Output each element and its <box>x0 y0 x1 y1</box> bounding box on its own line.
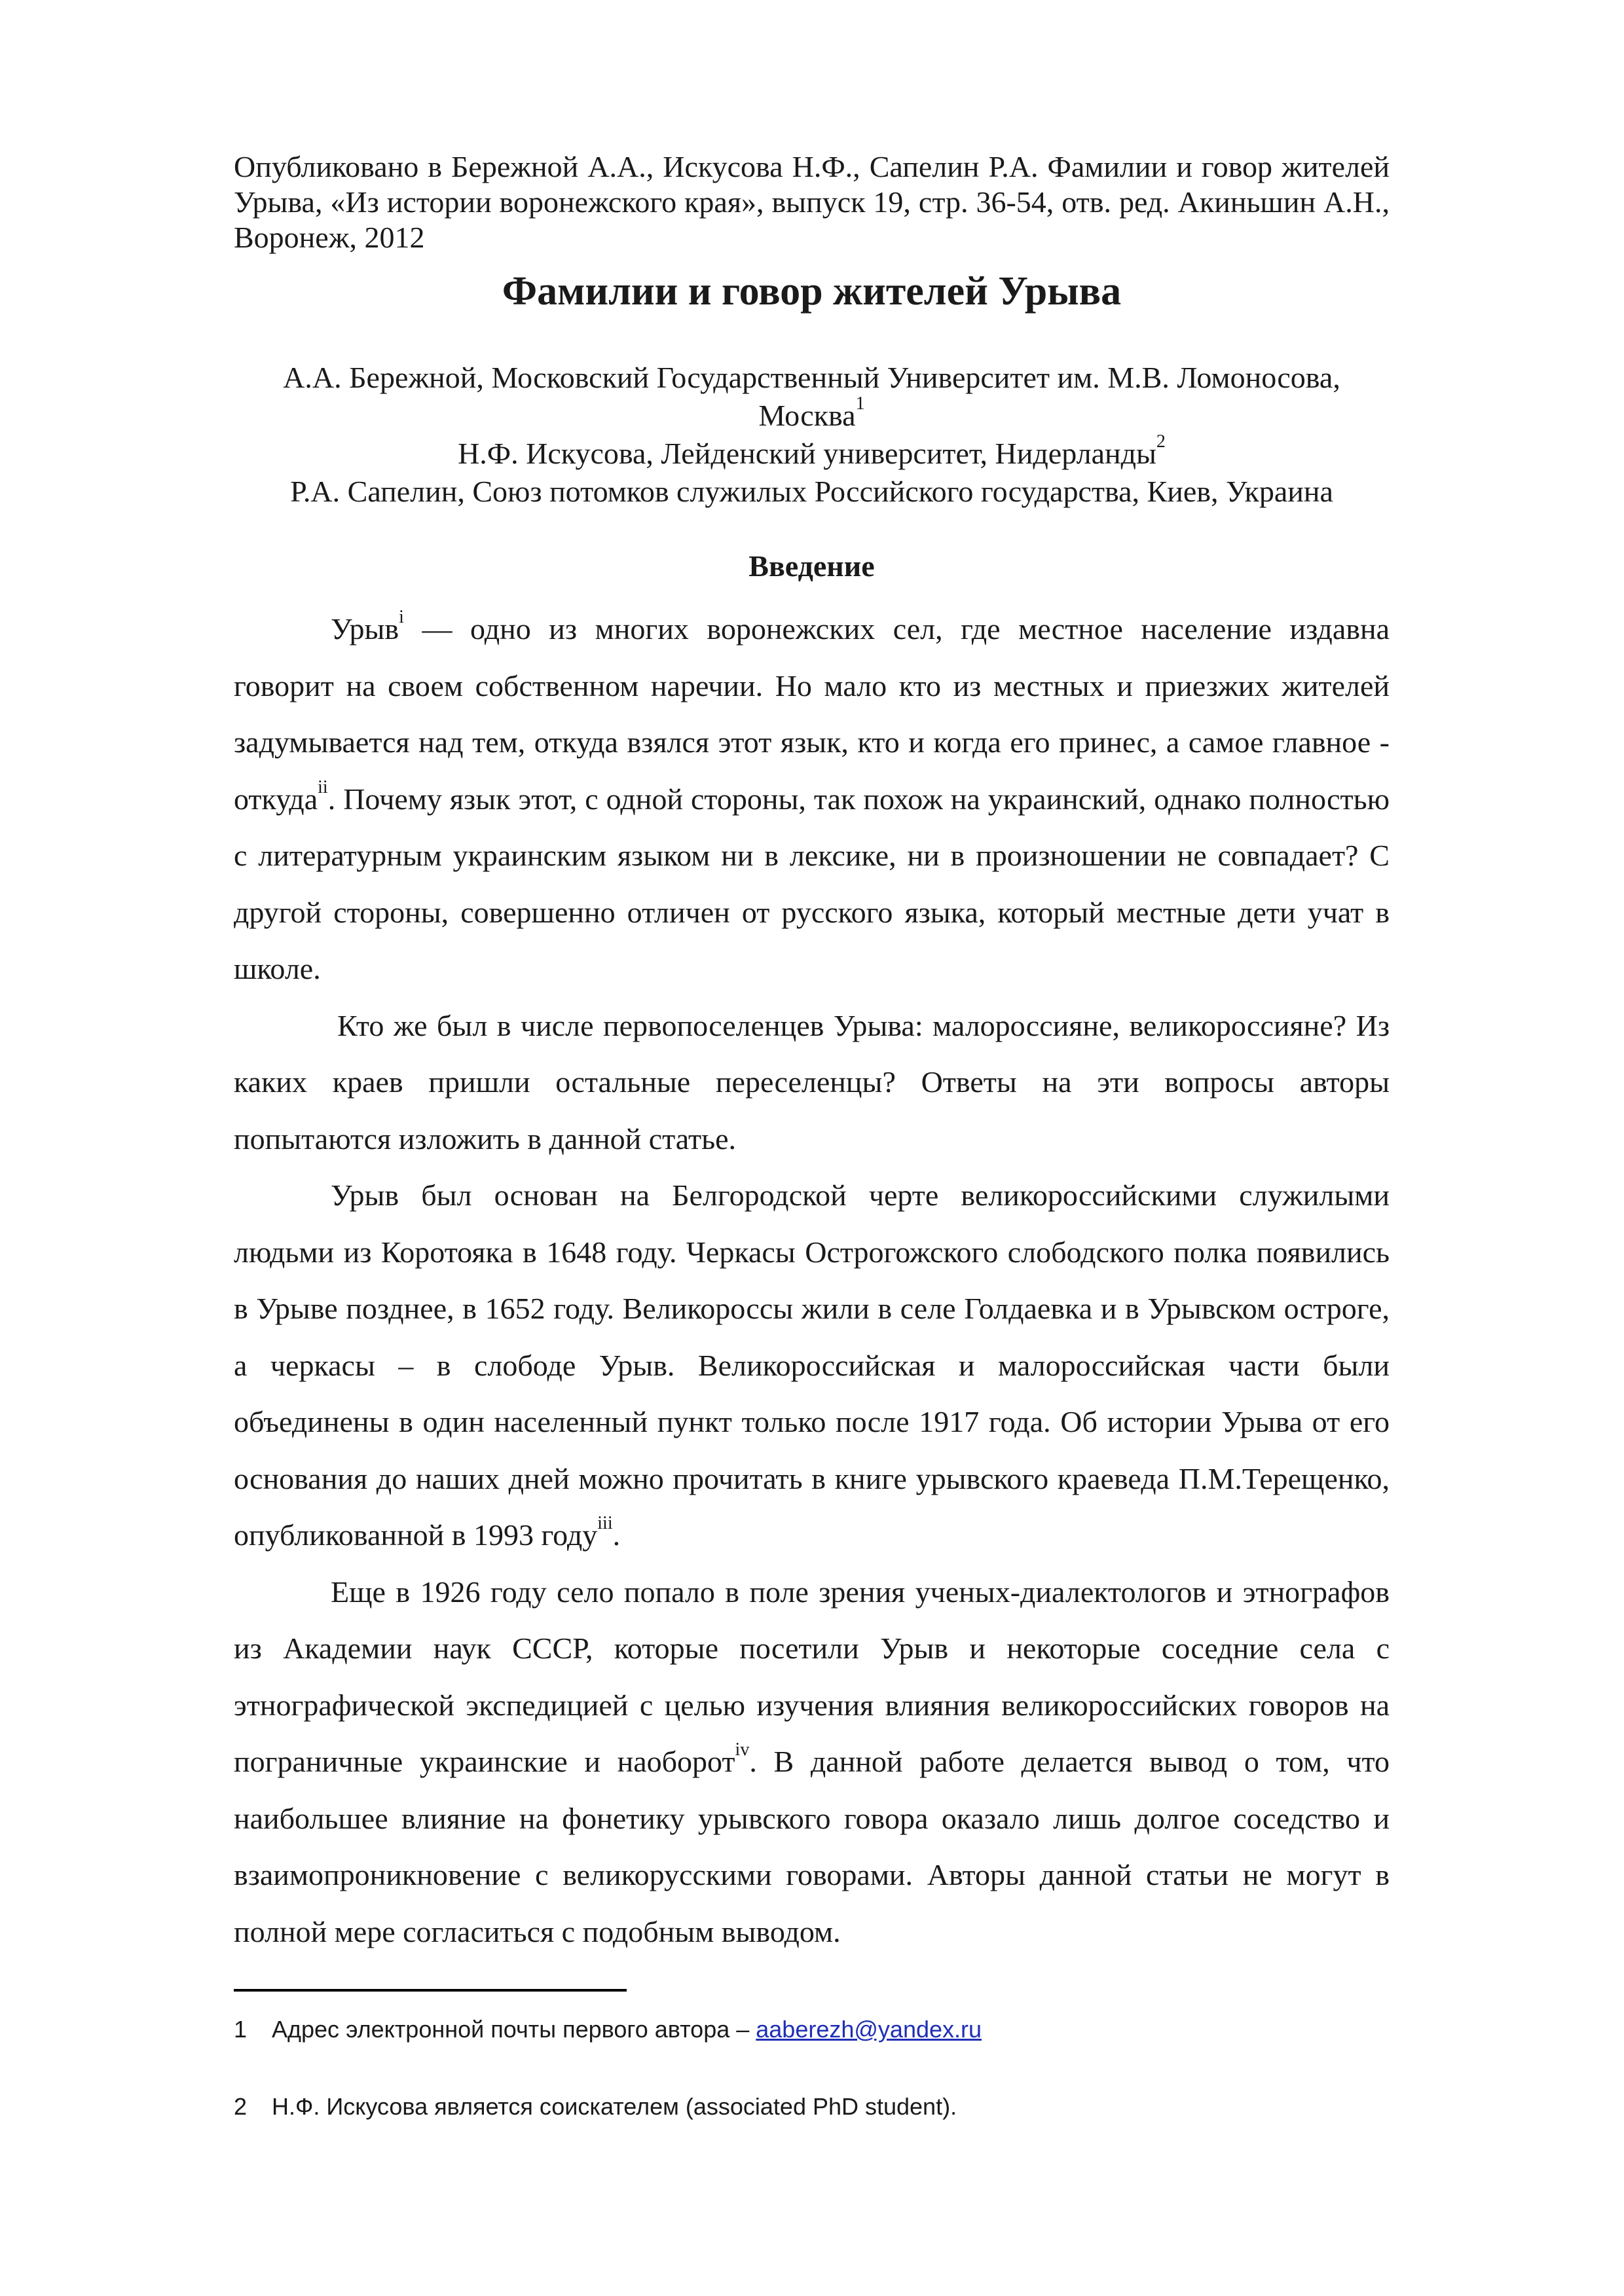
footnote <box>234 2091 1390 2123</box>
email-link[interactable]: aaberezh@yandex.ru <box>756 2016 982 2043</box>
author-line <box>234 473 1390 511</box>
author-affiliation: А.А. Бережной, Московский Государственный Университет им. М.В. Ломоносова, Москва <box>283 361 1340 432</box>
paragraph-text: Урыв <box>331 612 399 646</box>
footnote-number: 2 <box>234 2093 248 2120</box>
article-title: Фамилии и говор жителей Урыва <box>502 269 1122 314</box>
paragraph-text: . <box>612 1518 621 1552</box>
paragraph-text: Урыв был основан на Белгородской черте великороссийскими служилыми людьми из Коротояка в 1648 году. Черкасы Острогожского слободского полка появились в Урыве позднее, в 1652 году. Великороссы жили в селе Голдаевка и в Урывском остроге, а черкасы – в слободе Урыв. Великороссийская и малороссийская части были объединены в один населенный пункт только после 1917 года. Об истории Урыва от его основания до наших дней можно прочитать в книге урывского краеведа П.М.Терещенко, опубликованной в 1993 году <box>234 1178 1390 1552</box>
endnote-marker: iv <box>735 1739 750 1760</box>
author-line <box>234 431 1390 473</box>
footnote-marker: 2 <box>1156 431 1166 452</box>
footnote <box>234 2014 1390 2045</box>
body-paragraph <box>234 1564 1390 1961</box>
publication-info: Опубликовано в Бережной А.А., Искусова Н.Ф., Сапелин Р.А. Фамилии и говор жителей Урыва, «Из истории воронежского края», выпуск 19, стр. 36-54, отв. ред. Акиньшин А.Н., Воронеж, 2012 <box>234 150 1390 254</box>
endnote-marker: ii <box>318 776 328 797</box>
author-line <box>234 359 1390 435</box>
paragraph-text: Еще в 1926 году село попало в поле зрения ученых-диалектологов и этнографов из Академии наук СССР, которые посетили Урыв и некоторые соседние села с этнографической экспедицией с целью изучения влияния великороссийских говоров на пограничные украинские и наоборот <box>234 1575 1390 1778</box>
paragraph-text: — одно из многих воронежских сел, где местное население издавна говорит на своем собственном наречии. Но мало кто из местных и приезжих жителей задумывается над тем, откуда взялся этот язык, кто и когда его принес, а самое главное - откуда <box>234 612 1390 816</box>
paragraph-text: . Почему язык этот, с одной стороны, так похож на украинский, однако полностью с литературным украинским языком ни в лексике, ни в произношении не совпадает? С другой стороны, совершенно отличен от русского языка, который местные дети учат в школе. <box>234 782 1390 985</box>
footnote-text: Адрес электронной почты первого автора – <box>272 2016 756 2043</box>
body-paragraph <box>234 601 1390 998</box>
footnote-divider <box>234 1989 627 1992</box>
endnote-marker: i <box>399 606 404 627</box>
author-affiliation: Н.Ф. Искусова, Лейденский университет, Нидерланды <box>458 437 1156 470</box>
paragraph-text: . В данной работе делается вывод о том, что наибольшее влияние на фонетику урывского говора оказало лишь долгое соседство и взаимопроникновение с великорусскими говорами. Авторы данной статьи не могут в полной мере согласиться с подобным выводом. <box>234 1745 1390 1948</box>
body-paragraph: Кто же был в числе первопоселенцев Урыва: малороссияне, великороссияне? Из каких краев пришли остальные переселенцы? Ответы на эти вопросы авторы попытаются изложить в данной статье. <box>234 1008 1390 1156</box>
endnote-marker: iii <box>597 1512 613 1533</box>
footnotes <box>234 2014 1390 2123</box>
section-heading: Введение <box>748 549 875 583</box>
author-list <box>234 359 1390 511</box>
footnote-marker: 1 <box>855 393 865 414</box>
footnote-text: Н.Ф. Искусова является соискателем (associated PhD student). <box>272 2093 957 2120</box>
author-affiliation: Р.А. Сапелин, Союз потомков служилых Российского государства, Киев, Украина <box>290 475 1333 508</box>
body-paragraph <box>234 1167 1390 1564</box>
footnote-number: 1 <box>234 2016 248 2043</box>
article-body <box>234 601 1390 1960</box>
